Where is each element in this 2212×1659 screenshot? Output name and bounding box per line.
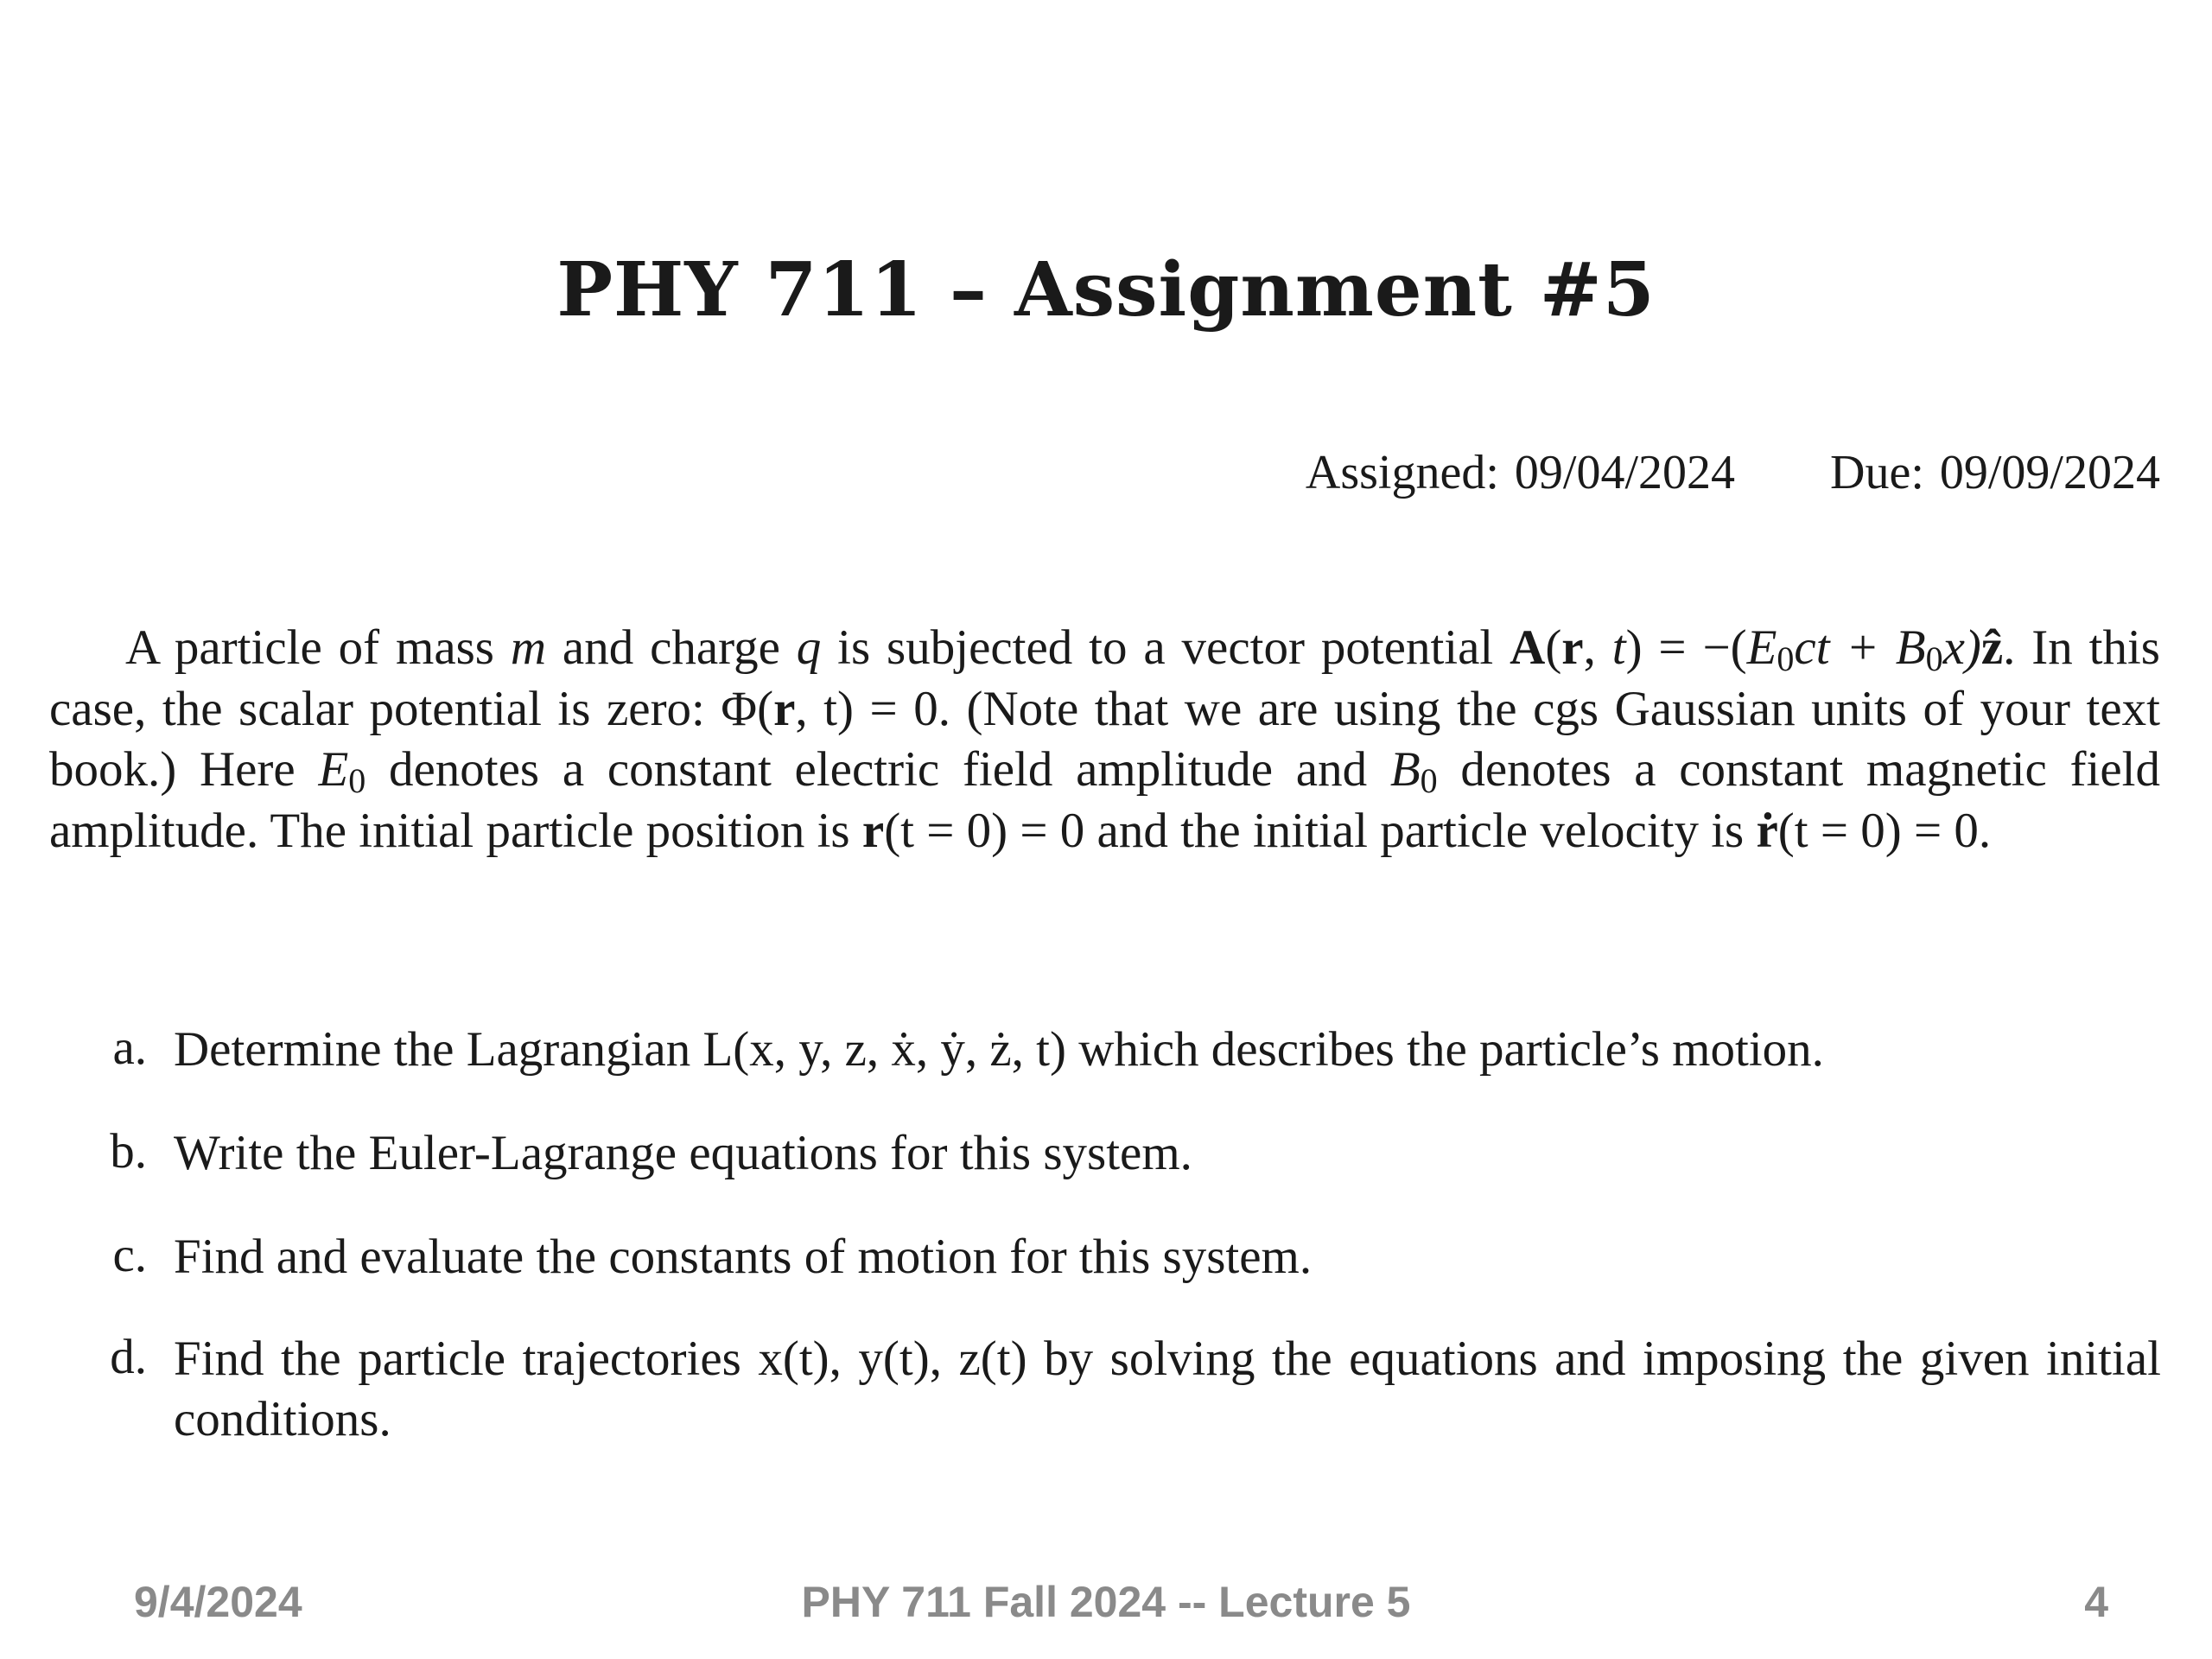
assignment-dates (1306, 445, 2160, 500)
part-label: d. (110, 1330, 147, 1384)
problem-statement: A particle of mass m and charge q is subjected to a vector potential A(r, $t) = -(E_0ct$ + $B_0x)ẑ$. In this case, the scalar potential is zero: Φ(r, t) = 0. (Note that we are using the cgs Gaussian units of your text book.) Here $E_0$ denotes a constant electric field amplitude and $B_0$ denotes a constant magnetic field amplitude. The initial particle position is r(t = 0) = 0 and the initial particle velocity is ṙ(t = 0) = 0. (49, 620, 2161, 858)
footer-course: PHY 711 Fall 2024 -- Lecture 5 (801, 1578, 1411, 1626)
part-label: b. (110, 1124, 147, 1179)
part-text: Determine the Lagrangian L(x, y, z, ẋ, ẏ, ż, t) which describes the particle’s motion. (174, 1022, 1824, 1077)
part-label: a. (112, 1020, 147, 1075)
footer-page-number: 4 (2084, 1578, 2108, 1626)
part-label: c. (112, 1228, 147, 1282)
part-text: Find the particle trajectories x(t), y(t), z(t) by solving the equations and imposing the given initial conditions. (174, 1332, 2161, 1446)
due-date: Due: 09/09/2024 (1830, 446, 2160, 499)
assignment-title: PHY 711 – Assignment #5 (556, 246, 1656, 334)
footer-date: 9/4/2024 (134, 1578, 302, 1626)
part-text: Write the Euler-Lagrange equations for this system. (174, 1126, 1192, 1180)
part-text: Find and evaluate the constants of motion for this system. (174, 1230, 1313, 1284)
assigned-date: Assigned: 09/04/2024 (1305, 446, 1736, 499)
